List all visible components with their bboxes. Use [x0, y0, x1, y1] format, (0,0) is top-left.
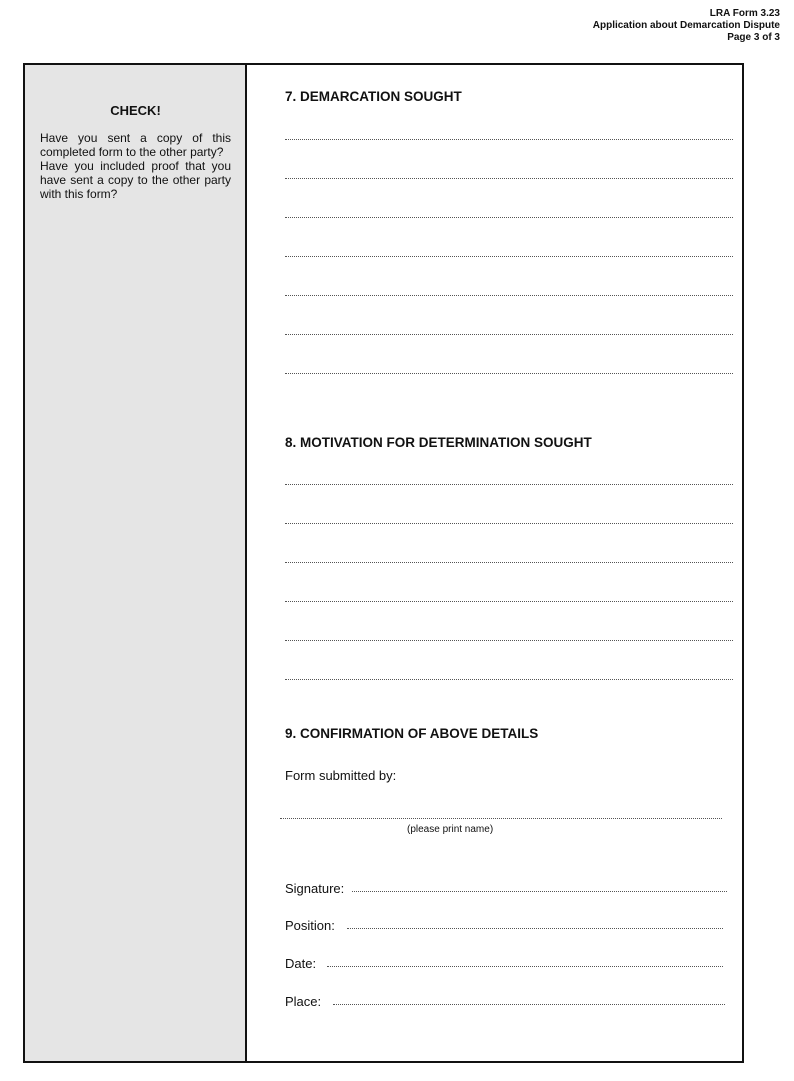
position-label: Position: — [285, 918, 335, 933]
motivation-line-6[interactable] — [285, 679, 733, 680]
date-label: Date: — [285, 956, 317, 971]
signature-field[interactable] — [352, 891, 727, 892]
demarcation-line-2[interactable] — [285, 178, 733, 179]
section-7-title: 7. DEMARCATION SOUGHT — [285, 89, 462, 104]
motivation-line-5[interactable] — [285, 640, 733, 641]
demarcation-line-4[interactable] — [285, 256, 733, 257]
form-title: Application about Demarcation Dispute — [592, 20, 780, 31]
demarcation-line-5[interactable] — [285, 295, 733, 296]
form-number: LRA Form 3.23 — [709, 8, 780, 19]
motivation-line-1[interactable] — [285, 484, 733, 485]
place-field[interactable] — [333, 1004, 725, 1005]
motivation-line-3[interactable] — [285, 562, 733, 563]
motivation-line-2[interactable] — [285, 523, 733, 524]
demarcation-line-7[interactable] — [285, 373, 733, 374]
check-sidebar — [25, 65, 247, 1061]
section-9-title: 9. CONFIRMATION OF ABOVE DETAILS — [285, 726, 539, 741]
form-submitted-by-label: Form submitted by: — [285, 768, 397, 783]
motivation-line-4[interactable] — [285, 601, 733, 602]
check-question-proof-included: Have you included proof that you have sent a copy to the other party with this form? — [40, 159, 231, 201]
page-number: Page 3 of 3 — [727, 32, 780, 43]
form-frame — [23, 63, 744, 1063]
check-questions — [40, 131, 231, 201]
check-question-copy-sent: Have you sent a copy of this completed form to the other party? — [40, 131, 231, 159]
form-main — [247, 65, 742, 1061]
demarcation-line-6[interactable] — [285, 334, 733, 335]
submitter-name-line[interactable] — [280, 818, 722, 819]
signature-label: Signature: — [285, 881, 345, 896]
print-name-hint: (please print name) — [407, 824, 494, 835]
check-title: CHECK! — [110, 103, 161, 118]
demarcation-line-3[interactable] — [285, 217, 733, 218]
demarcation-line-1[interactable] — [285, 139, 733, 140]
form-header — [593, 8, 780, 44]
place-label: Place: — [285, 994, 322, 1009]
section-8-title: 8. MOTIVATION FOR DETERMINATION SOUGHT — [285, 435, 592, 450]
position-field[interactable] — [347, 928, 723, 929]
date-field[interactable] — [327, 966, 723, 967]
